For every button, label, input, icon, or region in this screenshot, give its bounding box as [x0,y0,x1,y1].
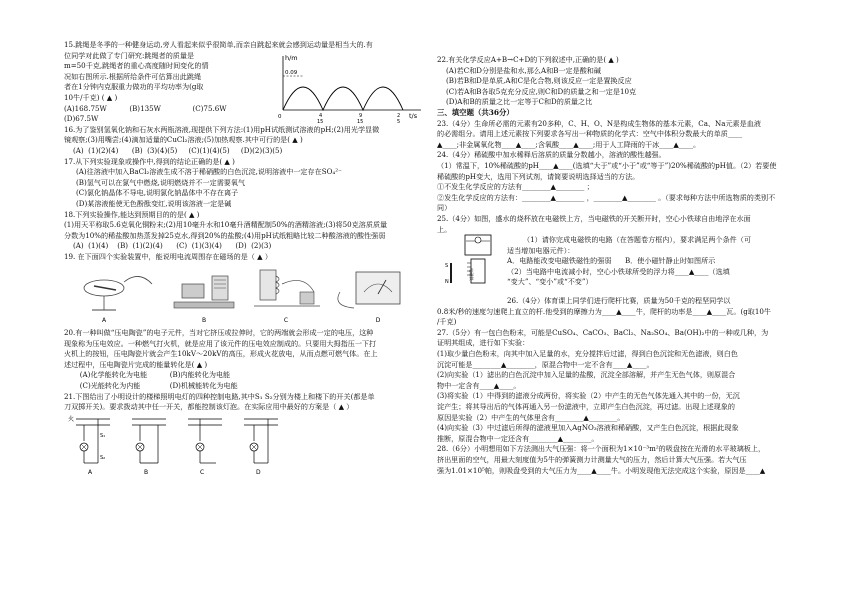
circuit-b [132,419,166,476]
needle-n-label: N [445,279,449,286]
q20-option: (A)化学能转化为电能 (B)内能转化为电能 [64,370,231,380]
q15-option-d: (D)67.5W [64,114,99,124]
q17-option: (C)氯化钠晶体不导电,说明氯化钠晶体中不存在离子 [76,188,239,198]
apparatus-a [84,277,152,311]
q27-line: 原因是实验（2）中产生的气体里含有________▲________。 [437,412,625,422]
q17-option: (A)往溶液中加入BaCl₂溶液生成不溶于稀硝酸的白色沉淀,说明溶液中一定存在SO₄²⁻ [76,167,342,177]
graph-x-tick: 9 [359,113,363,119]
circuit-label: C [200,468,205,476]
apparatus-label: C [283,317,289,325]
q16-line: 镜观察;(3)用嘴尝;(4)滴加适量的CuCl₂溶液;(5)加热观察.其中可行的是( ▲ ) [64,135,303,145]
q26-line: 0.8米/秒的速度匀速爬上直立的杆.他受到的摩擦力为____▲____牛，爬杆的功率是____▲____瓦。(g取10牛 [437,306,772,316]
q25-line: 上。 [437,224,452,234]
q27-line: (2)向实验（1）滤出的白色沉淀中加入足量的盐酸，沉淀全部溶解，并产生无色气体，则原混合 [437,370,736,380]
circuit-d [244,419,278,476]
q27-line: 沉淀可能是________▲________，原混合物中一定不含有____▲____。 [437,359,654,369]
graph-x-tick: 15 [357,119,364,125]
graph-y-tick: 0.09 [285,70,298,76]
q24-line: ②发生化学反应的方法有：________▲________ ，________▲________ 。（要求每种方法中所选物质的类别不 [437,192,776,202]
circuit-label: D [256,468,261,476]
question-28 [437,444,799,476]
q22-option: (C)若A和B各取5克充分反应,则C和D的质量之和一定是10克 [437,86,637,96]
q15-line: 10牛/千克) ( ▲ ) [64,92,118,102]
q16-options: (A) (1)(2)(4) (B) (3)(4)(5) (C)(1)(4)(5) (D)(2)(3)(5) [64,145,283,155]
q25-sub-line: 适当增加电器元件）： [507,245,575,255]
q24-line: 稀硫酸的pH变大，选用下列试剂，请简要说明选择适当的方法。 [437,171,640,181]
q27-line: 27.（5分）有一包白色粉末，可能是CuSO₄、CaCO₃、BaCl₂、Na₂SO₄、Ba(OH)₂中的一种或几种，为 [437,327,769,337]
switch-label: S₂ [100,454,106,461]
question-16 [64,125,422,157]
q18-options: (A) (1)(4) (B) (1)(2)(4) (C) (1)(3)(4) (D) (2)(3) [64,241,272,251]
left-column [64,40,422,480]
q22-option: (D)A和B的质量之比一定等于C和D的质量之比 [437,97,593,107]
q20-line: 20.有一种叫做“压电陶瓷”的电子元件，当对它挤压或拉伸时，它的两端就会形成一定的电压，这种 [64,328,374,338]
q23-line: ▲____;非金属氧化物____▲____;含氧酸____▲____;用于人工降雨的干冰____▲____。 [437,139,701,149]
circuit-c [188,419,222,476]
question-19 [64,252,422,328]
q22-option: (B)若B和D是单质,A和C是化合物,则该反应一定是置换反应 [437,76,632,86]
q21-line: 刀双掷开关)。要求拨动其中任一开关，都能控制该灯泡。在实际应用中最好的方案是（ ▲ ） [64,402,354,412]
question-25 [437,214,799,290]
q19-apparatus-figure [64,262,422,324]
apparatus-label: D [375,317,381,325]
q24-line: （1）常温下，10%稀硫酸的pH____▲____(选填“大于”或“小于”或“等于”)20%稀硫酸的pH值。（2）若要使 [437,160,777,170]
q26-line: /千克) [437,317,457,327]
graph-y-unit: h/m [285,54,298,62]
circuit-label: B [144,468,149,476]
q27-line: (4)向实验（3）中过滤后所得的滤液里加入AgNO₃溶液和稀硝酸，又产生白色沉淀，根据此现象 [437,423,739,433]
question-18 [64,210,422,252]
q23-line: 的必需组分。请用上述元素按下列要求各写出一种物质的化学式：空气中体积分数最大的单质____ [437,129,743,139]
q27-line: (1)取少量白色粉末，向其中加入足量的水，充分搅拌后过滤，得到白色沉淀和无色滤液，则白色 [437,349,738,359]
q25-sub-line: A．电路能改变电磁铁磁性的强弱 B．使小磁针静止时如图所示 [507,256,716,266]
q19-line: 19. 在下面四个实验装置中，能说明电流周围存在磁场的是（ ▲ ） [64,251,272,261]
question-17 [64,157,422,210]
right-column [437,55,799,476]
q25-sub-line: （2）当电路中电流减小时，空心小铁球所受的浮力将____▲____（选填 [507,266,730,276]
q20-line: 述过程中，压电陶瓷片完成的能量转化是( ▲ ) [64,359,208,369]
electromagnet-figure [445,233,503,291]
question-26 [437,296,799,328]
q28-line: 28.（6分）小明想用如下方法测出大气压强：将一个面积为1×10⁻³m²的吸盘按在光滑的水平玻璃板上， [437,444,766,454]
q26-line: 26.（4分）体育课上同学们进行爬杆比赛，质量为50千克的程坚同学以 [507,296,731,306]
q18-line: (1)用天平称取5.6克氧化铜粉末;(2)用10毫升水和10毫升酒精配制50%的酒精溶液;(3)将50克溶质质量 [64,220,388,230]
question-27 [437,328,799,445]
q24-line: ①不发生化学反应的方法有________▲________ ； [437,182,594,192]
q21-circuit-figure [64,413,294,477]
q20-line: 现象称为压电效应。一种燃气打火机，就是应用了该元件的压电效应制成的。只要用大拇指压一下打 [64,338,377,348]
apparatus-d [338,272,400,308]
section-heading: 三、填空题（共36分） [437,107,514,117]
apparatus-c [254,270,320,306]
live-wire-label: 火 [68,415,75,423]
q17-option: (B)氢气可以在氯气中燃烧,说明燃烧并不一定需要氧气 [76,177,246,187]
q15-line: 15.跳绳是冬季的一种健身运动,旁人看起来似乎很简单,而亲自跳起来就会感到运动量是相当大的.有 [64,40,373,49]
graph-x-tick: 2 [397,113,401,119]
q15-line: 位同学对此做了专门研究:跳绳者的质量是 [64,50,195,60]
q25-line: 25.（4分）如图，盛水的烧杯放在电磁铁上方，当电磁铁的开关断开时，空心小铁球自由地浮在水面 [437,213,751,223]
question-20 [64,328,422,392]
switch-label: S₁ [100,432,106,439]
graph-x-tick: 15 [317,119,324,125]
circuit-a [68,415,110,476]
q20-option: (C)光能转化为内能 (D)机械能转化为电能 [64,381,238,391]
q15-options: (A)168.75W (B)135W (C)75.6W [64,103,227,113]
q17-line: 17.从下列实验现象或操作中,得到的结论正确的是( ▲ ) [64,156,235,166]
q27-line: 推断，原混合物中一定还含有________▲________。 [437,433,599,443]
q21-line: 21.下图给出了小明设计的楼梯照明电灯的四种控制电路,其中S₁ S₂分别为楼上和楼下的开关(都是单 [64,391,375,401]
q17-option: (D)某溶液能使无色酚酞变红,说明该溶液一定是碱 [76,198,232,208]
q16-line: 16.为了鉴别氢氧化钠和石灰水两瓶溶液,现提供下列方法:(1)用pH试纸测试溶液的pH;(2)用光学显微 [64,124,380,134]
graph-x-tick: 5 [397,119,401,125]
graph-x-tick: 0 [278,114,282,120]
question-15 [64,40,422,125]
q27-line: (3)将实验（1）中得到的滤液分成两份，将实验（2）中产生的无色气体先通入其中的一份，无沉 [437,391,740,401]
question-22 [437,55,799,108]
apparatus-label: B [201,317,207,325]
q25-sub-line: “变大”、“变小”或“不变”） [507,277,593,287]
q24-line: 同） [437,203,452,213]
q23-line: 23.（4分）生命所必需的元素有20多种，C、H、O、N是构成生物体的基本元素，Ca、Na元素是血液 [437,118,761,128]
q27-line: 证明其组成，进行如下实验： [437,338,530,348]
q22-option: (A)若C和D分别是盐和水,那么A和B一定是酸和碱 [437,65,601,75]
graph-x-unit: t/s [409,112,418,120]
question-21 [64,392,422,481]
q15-line: 者在1分钟内克服重力做功的平均功率为(g取 [64,82,204,92]
q15-line: m=50千克,跳绳者的重心高度随时间变化的情 [64,61,209,71]
apparatus-b [174,276,234,308]
q24-line: 24.（4分）稀硫酸中加水稀释后溶质的质量分数越小，溶液的酸性越强。 [437,150,666,160]
q15-line: 况如右图所示.根据所给条件可估算出此跳绳 [64,71,202,81]
question-24 [437,150,799,214]
q20-line: 火机上的按钮，压电陶瓷片就会产生10kV～20kV的高压，形成火花放电，从而点燃可燃气体。在上 [64,349,378,359]
electromagnet-label: 电磁铁 [469,268,474,281]
q18-line: 分数为10%的稀盐酸加热蒸发掉25克水,得到20%的盐酸;(4)用pH试纸粗略比较二种酸溶液的酸性强弱 [64,230,386,240]
q18-line: 18.下列实验操作,能达到预期目的的是( ▲ ) [64,209,200,219]
q25-sub-line: （1）请你完成电磁铁的电路（在答题卷方框内），要求满足两个条件（可 [523,235,751,245]
jump-height-graph [269,52,429,126]
question-23 [437,119,799,151]
q28-line: 挤出里面的空气，用最大刻度值为5牛的弹簧测力计测量大气的压力，然后计算大气压强。若大气压 [437,455,747,464]
q28-line: 强为1.01×10⁵帕，则吸盘受到的大气压力为____▲____牛。小明发现他无法完成这个实验，原因是____▲ [437,465,766,475]
q22-line: 22.有关化学反应A+B→C+D的下列叙述中,正确的是( ▲ ) [437,55,619,64]
graph-x-tick: 4 [319,113,323,119]
q27-line: 物中一定含有____▲____。 [437,380,521,390]
needle-s-label: S [445,263,449,270]
circuit-label: A [88,468,93,476]
q27-line: 淀产生；将其导出后的气体再通入另一份滤液中，立即产生白色沉淀，再过滤。出现上述现象的 [437,402,735,412]
apparatus-label: A [101,317,107,325]
